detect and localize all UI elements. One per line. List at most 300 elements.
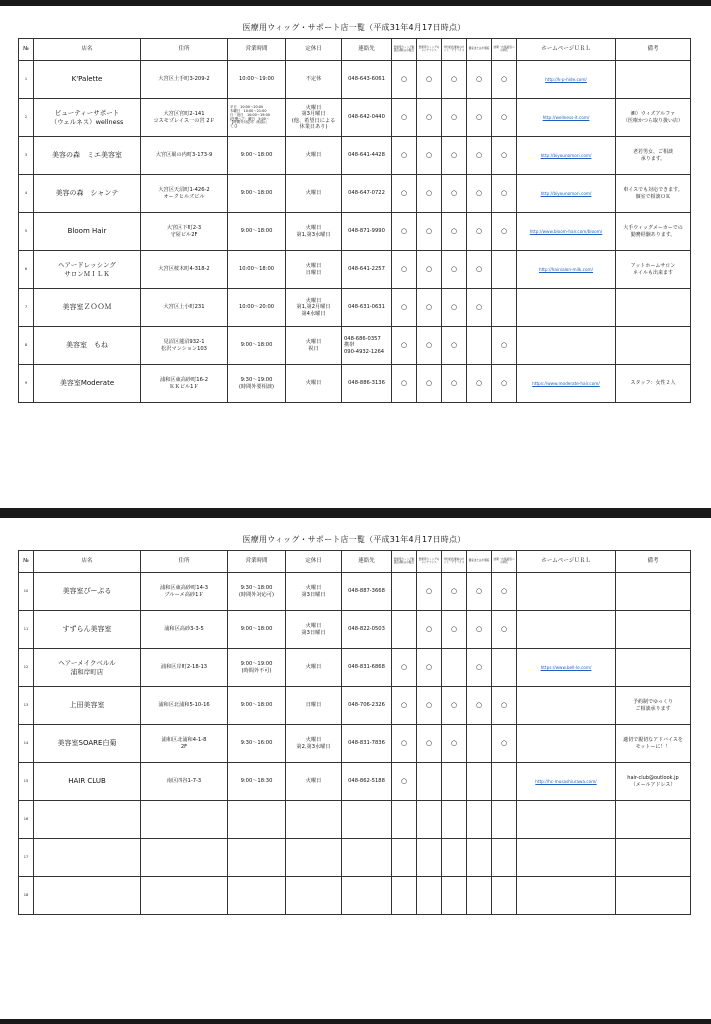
remarks	[616, 839, 691, 877]
header-note: 備考	[616, 39, 691, 61]
closed-days-line: 火曜日	[305, 664, 322, 671]
wig-sales-mark: ○	[392, 649, 417, 687]
business-hours-line: 10:00～18:00	[238, 266, 275, 273]
visit-service-mark: ○	[492, 99, 517, 137]
shop-rows	[19, 61, 691, 403]
table-row	[19, 213, 691, 251]
row-number: 13	[19, 687, 34, 725]
remarks-line: 個室で相談ＯＫ	[635, 193, 671, 200]
row-number: 7	[19, 289, 34, 327]
visit-service-mark: ○	[492, 573, 517, 611]
shop-name-line: 美容室ＺＯＯＭ	[62, 303, 112, 312]
row-number: 8	[19, 327, 34, 365]
phone-number-line: 048-831-6868	[348, 664, 385, 671]
phone-number	[342, 763, 392, 801]
shop-address-line: 大宮区桜木町4-318-2	[158, 266, 210, 273]
business-hours-line: 【時間外対応可（相談に	[230, 120, 268, 125]
closed-days	[286, 573, 342, 611]
row-number: 15	[19, 763, 34, 801]
closed-days	[286, 137, 342, 175]
business-hours-line: 9:00～18:30	[240, 778, 273, 785]
shop-address	[141, 213, 228, 251]
homepage-link[interactable]: http://biyounomori.com/	[517, 137, 616, 175]
header-hours: 営業時間	[228, 551, 286, 573]
header-wig-sales: 医療用ウィッグ取扱店(購入)の販売	[392, 551, 417, 573]
pre-treatment-cut-mark: ○	[442, 289, 467, 327]
pre-treatment-cut-mark: ○	[442, 251, 467, 289]
shop-address-line: オークヒルズビル	[163, 193, 205, 200]
remarks-line: 予約制でゆっくり	[633, 699, 673, 706]
remarks-line: スタッフ：女性２人	[630, 380, 676, 387]
closed-days-line: 火曜日	[305, 623, 322, 629]
shop-address	[141, 99, 228, 137]
table-row	[19, 687, 691, 725]
shop-name-line: すずらん美容室	[62, 625, 112, 634]
closed-days	[286, 877, 342, 915]
homepage-link	[517, 573, 616, 611]
business-hours-line: 平日 10:00～20:00	[230, 104, 264, 109]
wig-maintenance-mark: ○	[417, 649, 442, 687]
shop-address-line: 浦和区東高砂町16-2	[159, 377, 209, 383]
business-hours	[228, 801, 286, 839]
business-hours-line: 10:00～19:00	[238, 76, 275, 83]
header-hours: 営業時間	[228, 39, 286, 61]
remarks-line: 承ります。	[640, 155, 666, 162]
wig-maintenance-mark: ○	[417, 99, 442, 137]
shop-address	[141, 611, 228, 649]
phone-number-line: 048-643-6061	[348, 76, 385, 83]
shop-name	[34, 877, 141, 915]
closed-days	[286, 327, 342, 365]
shop-address-line: 見沼区蓮沼932-1	[163, 339, 205, 345]
row-number: 12	[19, 649, 34, 687]
wig-sales-mark	[392, 801, 417, 839]
homepage-link[interactable]: https://www.moderate-hair.com/	[517, 365, 616, 403]
pre-treatment-cut-mark	[442, 839, 467, 877]
private-room-mark: ○	[467, 365, 492, 403]
homepage-link[interactable]: http://www.bloom-hair.com/bloom/	[517, 213, 616, 251]
row-number: 17	[19, 839, 34, 877]
wig-sales-mark: ○	[392, 327, 417, 365]
header-closed: 定休日	[286, 39, 342, 61]
closed-days-line: 第2,第3水曜日	[296, 743, 331, 750]
header-row	[19, 551, 691, 573]
header-no: №	[19, 39, 34, 61]
homepage-link[interactable]: http://hairsalon-milk.com/	[517, 251, 616, 289]
closed-days-line: 火曜日	[305, 380, 322, 387]
closed-days	[286, 839, 342, 877]
remarks	[616, 213, 691, 251]
closed-days	[286, 99, 342, 137]
shop-address-line: 浦和区北浦和4-1-8	[161, 737, 207, 743]
closed-days	[286, 687, 342, 725]
wig-maintenance-mark: ○	[417, 289, 442, 327]
visit-service-mark	[492, 801, 517, 839]
row-number: 11	[19, 611, 34, 649]
wig-maintenance-mark: ○	[417, 137, 442, 175]
phone-number-line: 048-642-0440	[348, 114, 385, 121]
pre-treatment-cut-mark: ○	[442, 611, 467, 649]
header-url: ホームページＵＲＬ	[517, 39, 616, 61]
header-note: 備考	[616, 551, 691, 573]
homepage-link[interactable]: http://k-p-hide.com/	[517, 61, 616, 99]
row-number: 9	[19, 365, 34, 403]
wig-sales-mark: ○	[392, 61, 417, 99]
pre-treatment-cut-mark: ○	[442, 213, 467, 251]
top-edge-bar	[0, 0, 711, 6]
shop-address-line: 大宮区天沼町1-426-2	[158, 187, 210, 193]
shop-name-line: 美容室Moderate	[59, 379, 115, 388]
business-hours	[228, 763, 286, 801]
remarks-line: モットーに！！	[635, 743, 671, 750]
table-row	[19, 649, 691, 687]
visit-service-mark	[492, 877, 517, 915]
shop-name	[34, 365, 141, 403]
private-room-mark: ○	[467, 213, 492, 251]
closed-days-line: 休業日あり)	[299, 124, 328, 130]
remarks-line: ご相談承ります	[635, 705, 671, 712]
table-row	[19, 327, 691, 365]
homepage-link	[517, 801, 616, 839]
row-number: 3	[19, 137, 34, 175]
header-name: 店名	[34, 551, 141, 573]
wig-maintenance-mark: ○	[417, 213, 442, 251]
phone-number	[342, 839, 392, 877]
business-hours	[228, 365, 286, 403]
visit-service-mark	[492, 289, 517, 327]
shop-name-line: ビューティーサポート	[54, 109, 120, 118]
remarks-line: 車イスでも対応できます。	[623, 187, 683, 194]
shop-name	[34, 251, 141, 289]
visit-service-mark: ○	[492, 213, 517, 251]
homepage-link[interactable]: http://wellness-it.com/	[517, 99, 616, 137]
business-hours-line: 9:30～16:00	[240, 740, 273, 747]
wig-sales-mark: ○	[392, 763, 417, 801]
shop-address	[141, 137, 228, 175]
phone-number	[342, 289, 392, 327]
closed-days	[286, 763, 342, 801]
table-row	[19, 573, 691, 611]
shop-name-line: 上田美容室	[69, 701, 105, 710]
pre-treatment-cut-mark: ○	[442, 365, 467, 403]
private-room-mark	[467, 877, 492, 915]
header-wig-maintenance: 医療用ウィッグのメンテナンス	[417, 551, 442, 573]
phone-number	[342, 327, 392, 365]
closed-days	[286, 365, 342, 403]
phone-number	[342, 213, 392, 251]
closed-days	[286, 251, 342, 289]
closed-days-line: 不定休	[305, 76, 322, 83]
page-divider	[0, 508, 711, 518]
table-row	[19, 763, 691, 801]
shop-name	[34, 839, 141, 877]
table-row	[19, 801, 691, 839]
phone-number-line: 048-822-0503	[348, 626, 385, 633]
phone-number-line: 048-631-0631	[348, 304, 385, 311]
header-address: 住所	[141, 39, 228, 61]
row-number: 10	[19, 573, 34, 611]
closed-days	[286, 801, 342, 839]
closed-days	[286, 213, 342, 251]
table-row	[19, 611, 691, 649]
business-hours	[228, 839, 286, 877]
shop-name-line: 美容の森 シャンテ	[55, 189, 119, 198]
remarks-line: ネイルも出来ます	[633, 269, 673, 276]
shop-address-line: 浦和区高砂3-3-5	[164, 626, 204, 633]
shop-name-line: ヘアードレッシング	[58, 261, 116, 270]
visit-service-mark	[492, 649, 517, 687]
wig-sales-mark	[392, 611, 417, 649]
business-hours	[228, 251, 286, 289]
wig-sales-mark	[392, 573, 417, 611]
shop-name	[34, 801, 141, 839]
private-room-mark: ○	[467, 251, 492, 289]
remarks	[616, 611, 691, 649]
wig-sales-mark: ○	[392, 175, 417, 213]
header-tel: 連絡先	[342, 551, 392, 573]
homepage-link	[517, 877, 616, 915]
shop-address	[141, 649, 228, 687]
closed-days-line: 第1,第3水曜日	[296, 231, 331, 238]
table-row	[19, 725, 691, 763]
private-room-mark: ○	[467, 137, 492, 175]
closed-days-line: 日曜日	[305, 702, 322, 709]
closed-days	[286, 649, 342, 687]
phone-number	[342, 365, 392, 403]
business-hours	[228, 687, 286, 725]
table-row	[19, 137, 691, 175]
header-visit-service: 訪問・出張美容への対応	[492, 39, 517, 61]
remarks-line: アットホームサロン	[630, 263, 676, 270]
business-hours	[228, 327, 286, 365]
private-room-mark	[467, 327, 492, 365]
shop-address	[141, 573, 228, 611]
phone-number	[342, 573, 392, 611]
row-number: 1	[19, 61, 34, 99]
shop-name	[34, 137, 141, 175]
business-hours-line: (時間外要相談)	[238, 383, 275, 390]
wig-sales-mark: ○	[392, 99, 417, 137]
closed-days-line: 第3日曜日	[301, 629, 326, 636]
phone-number	[342, 877, 392, 915]
business-hours	[228, 877, 286, 915]
remarks	[616, 137, 691, 175]
homepage-link[interactable]: http://hc-musashiurawa.com/	[517, 763, 616, 801]
shop-name	[34, 611, 141, 649]
business-hours	[228, 61, 286, 99]
shop-name	[34, 289, 141, 327]
phone-number-line: 048-862-5188	[348, 778, 385, 785]
pre-treatment-cut-mark: ○	[442, 99, 467, 137]
closed-days-line: 火曜日	[305, 737, 322, 743]
wig-maintenance-mark: ○	[417, 573, 442, 611]
private-room-mark: ○	[467, 573, 492, 611]
remarks	[616, 365, 691, 403]
business-hours-line: 9:00～18:00	[240, 342, 273, 349]
shop-address	[141, 289, 228, 327]
wig-sales-mark: ○	[392, 687, 417, 725]
header-pre-treatment-cut: 外科的治療前のカット・アドバイス	[442, 551, 467, 573]
header-private-room: 個室または半個室	[467, 39, 492, 61]
pre-treatment-cut-mark	[442, 649, 467, 687]
wig-maintenance-mark: ○	[417, 687, 442, 725]
row-number: 2	[19, 99, 34, 137]
phone-number-line: 048-686-0357	[344, 335, 381, 342]
remarks-line: 勤務経験あります。	[630, 231, 676, 238]
closed-days-line: 第3日曜日	[301, 591, 326, 598]
shop-name-line: ヘアーメイクベルル	[58, 659, 116, 668]
wig-maintenance-mark	[417, 801, 442, 839]
business-hours-line: 10:00～20:00	[238, 304, 275, 311]
phone-number	[342, 251, 392, 289]
visit-service-mark: ○	[492, 365, 517, 403]
phone-number-line: 090-4932-1264	[344, 348, 385, 355]
table-row	[19, 99, 691, 137]
shop-address-line: 浦和区北浦和5-10-16	[158, 702, 210, 709]
phone-number	[342, 725, 392, 763]
table-row	[19, 839, 691, 877]
remarks	[616, 649, 691, 687]
phone-number-line: 048-871-9990	[348, 228, 385, 235]
remarks	[616, 327, 691, 365]
closed-days-line: (他、希望日による	[291, 117, 336, 124]
closed-days-line: 祝日	[308, 345, 319, 352]
header-name: 店名	[34, 39, 141, 61]
shop-rows	[19, 573, 691, 915]
closed-days-line: 火曜日	[305, 297, 322, 304]
phone-number-line: 048-887-3668	[348, 588, 385, 595]
phone-number	[342, 687, 392, 725]
table-row	[19, 877, 691, 915]
private-room-mark	[467, 763, 492, 801]
private-room-mark: ○	[467, 289, 492, 327]
wig-maintenance-mark	[417, 877, 442, 915]
private-room-mark	[467, 839, 492, 877]
homepage-link	[517, 839, 616, 877]
remarks-line: ㈱）ウィズアルファ	[630, 111, 676, 118]
business-hours-line: 9:30～19:00	[240, 377, 273, 383]
header-private-room: 個室または半個室	[467, 551, 492, 573]
closed-days-line: 火曜日	[305, 104, 322, 111]
shop-name-line: 美容室SOARE白菊	[57, 739, 117, 748]
closed-days-line: 火曜日	[305, 263, 322, 269]
shop-address	[141, 763, 228, 801]
phone-number-line: 048-831-7836	[348, 740, 385, 747]
pre-treatment-cut-mark	[442, 877, 467, 915]
remarks	[616, 725, 691, 763]
business-hours	[228, 611, 286, 649]
row-number: 5	[19, 213, 34, 251]
closed-days-line: 火曜日	[305, 190, 322, 197]
shop-table	[18, 38, 691, 403]
shop-address	[141, 877, 228, 915]
row-number: 4	[19, 175, 34, 213]
header-address: 住所	[141, 551, 228, 573]
phone-number	[342, 137, 392, 175]
remarks-line: 大手ウィッグメーカーでの	[623, 225, 683, 232]
business-hours	[228, 175, 286, 213]
bottom-edge-bar	[0, 1019, 711, 1024]
remarks	[616, 573, 691, 611]
wig-sales-mark: ○	[392, 213, 417, 251]
phone-number-line: 048-706-2326	[348, 702, 385, 709]
phone-number	[342, 801, 392, 839]
closed-days	[286, 61, 342, 99]
private-room-mark: ○	[467, 611, 492, 649]
shop-name-line: 浦和岸町店	[70, 667, 104, 676]
shop-name-line: 美容の森 ミエ美容室	[52, 151, 122, 160]
shop-address-line: 南区四谷1-7-3	[166, 778, 202, 785]
shop-address	[141, 251, 228, 289]
shop-address-line: ＫＫビル1Ｆ	[169, 383, 199, 390]
homepage-link[interactable]: http://biyounomori.com/	[517, 175, 616, 213]
phone-number	[342, 175, 392, 213]
business-hours-line: 9:00～18:00	[240, 152, 273, 159]
wig-sales-mark: ○	[392, 137, 417, 175]
pre-treatment-cut-mark: ○	[442, 61, 467, 99]
wig-sales-mark	[392, 839, 417, 877]
homepage-link[interactable]: https://www.bell-le.com/	[517, 649, 616, 687]
phone-number	[342, 611, 392, 649]
page-title: 医療用ウィッグ・サポート店一覧（平成31年4月17日時点）	[242, 23, 466, 32]
header-tel: 連絡先	[342, 39, 392, 61]
remarks	[616, 687, 691, 725]
phone-number-line: 048-641-4428	[348, 152, 385, 159]
shop-name	[34, 175, 141, 213]
private-room-mark: ○	[467, 687, 492, 725]
business-hours-line: 9:00～18:00	[240, 190, 273, 197]
business-hours-line: (時間外不可)	[241, 667, 272, 674]
shop-address	[141, 175, 228, 213]
closed-days-line: 第1,第2月曜日	[296, 304, 331, 311]
wig-maintenance-mark: ○	[417, 175, 442, 213]
business-hours	[228, 213, 286, 251]
shop-address-line: 大宮区宮町2-141	[163, 111, 205, 117]
remarks-line: （メールアドレス）	[630, 781, 676, 788]
homepage-link	[517, 725, 616, 763]
phone-number-line: 携帯	[344, 342, 355, 349]
shop-name-line: （ウェルネス）wellness	[50, 117, 124, 126]
pre-treatment-cut-mark: ○	[442, 327, 467, 365]
visit-service-mark	[492, 763, 517, 801]
visit-service-mark: ○	[492, 687, 517, 725]
private-room-mark: ○	[467, 175, 492, 213]
pre-treatment-cut-mark: ○	[442, 573, 467, 611]
business-hours-line: 9:00～18:00	[240, 626, 273, 633]
row-number: 18	[19, 877, 34, 915]
page-title: 医療用ウィッグ・サポート店一覧（平成31年4月17日時点）	[242, 535, 466, 544]
homepage-link	[517, 327, 616, 365]
business-hours-line: (医療ヘア：曜日 5:00～	[230, 116, 270, 121]
shop-address	[141, 801, 228, 839]
closed-days-line: 第3月曜日	[301, 111, 326, 117]
wig-maintenance-mark: ○	[417, 327, 442, 365]
shop-name-line: Bloom Hair	[67, 227, 107, 236]
visit-service-mark: ○	[492, 725, 517, 763]
shop-name-line: サロンＭＩＬＫ	[64, 269, 110, 278]
wig-maintenance-mark	[417, 839, 442, 877]
shop-name-line: K'Palette	[71, 75, 103, 84]
shop-address-line: 2F	[180, 743, 188, 750]
phone-number	[342, 61, 392, 99]
wig-maintenance-mark: ○	[417, 251, 442, 289]
visit-service-mark: ○	[492, 611, 517, 649]
business-hours	[228, 99, 286, 137]
shop-address-line: 大宮区下町2-3	[166, 225, 202, 231]
shop-address	[141, 327, 228, 365]
remarks	[616, 251, 691, 289]
shop-address-line: 浦和区岸町2-18-13	[160, 664, 208, 671]
